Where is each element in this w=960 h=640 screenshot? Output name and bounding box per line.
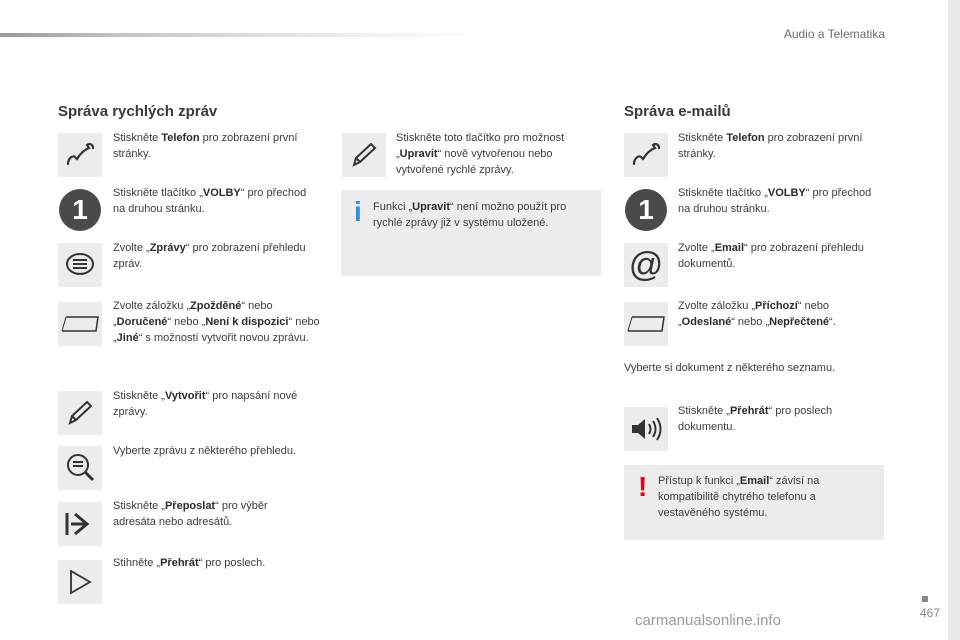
step-number-badge: 1	[58, 188, 102, 232]
info-box	[341, 190, 601, 276]
search-list-icon	[58, 446, 102, 490]
speaker-icon	[624, 407, 668, 451]
step-vyberte-zpravu: Vyberte zprávu z některého přehledu.	[113, 445, 297, 457]
watermark: carmanualsonline.info	[635, 612, 781, 629]
edit-note: Stiskněte toto tlačítko pro možnost „Upravit“ nově vytvořenou nebo vytvořené rychlé zprávy.	[396, 132, 565, 176]
step-telefon: Stiskněte Telefon pro zobrazení první stránky.	[113, 132, 298, 160]
step-preposlat: Stiskněte „Přeposlat“ pro výběr adresáta nebo adresátů.	[113, 500, 268, 528]
step-zpravy: Zvolte „Zprávy“ pro zobrazení přehledu zpráv.	[113, 242, 306, 270]
pencil-icon	[58, 391, 102, 435]
step-prichozi: Zvolte záložku „Příchozí“ nebo „Odeslané“ nebo „Nepřečtené“.	[678, 300, 836, 328]
tab-icon	[624, 302, 668, 346]
step-email: Zvolte „Email“ pro zobrazení přehledu dokumentů.	[678, 242, 864, 270]
step-prehrat: Stihněte „Přehrát“ pro poslech.	[113, 557, 266, 569]
messages-icon	[58, 243, 102, 287]
warning-box	[624, 465, 884, 540]
right-section-title: Správa e-mailů	[624, 103, 731, 120]
step-prehrat-email: Stiskněte „Přehrát“ pro poslech dokumentu.	[678, 405, 833, 433]
step-number-badge: 1	[624, 188, 668, 232]
select-document-note: Vyberte si dokument z některého seznamu.	[624, 362, 836, 374]
section-header: Audio a Telematika	[783, 27, 885, 41]
tab-icon	[58, 302, 102, 346]
forward-icon	[58, 502, 102, 546]
header-rule	[0, 33, 480, 37]
step-vytvorit: Stiskněte „Vytvořit“ pro napsání nové zprávy.	[113, 390, 298, 418]
page-marker	[922, 596, 928, 602]
left-section-title: Správa rychlých zpráv	[58, 103, 218, 120]
page-edge-strip	[948, 0, 960, 640]
pencil-icon	[342, 133, 386, 177]
step-zpozdene: Zvolte záložku „Zpožděné“ nebo „Doručené“ nebo „Není k dispozici“ nebo „Jiné“ s možností vytvořit novou zprávu.	[113, 300, 320, 344]
info-text: Funkci „Upravit“ není možno použít pro rychlé zprávy již v systému uložené.	[373, 201, 567, 229]
play-icon	[58, 560, 102, 604]
step-volby: Stiskněte tlačítko „VOLBY“ pro přechod na druhou stránku.	[113, 187, 307, 215]
phone-icon	[624, 133, 668, 177]
phone-icon	[58, 133, 102, 177]
warning-text: Přístup k funkci „Email“ závisí na kompatibilitě chytrého telefonu a vestavěného systému.	[658, 475, 820, 519]
page-number: 467	[919, 606, 940, 620]
at-sign-icon: @	[624, 243, 668, 287]
info-icon: i	[354, 196, 362, 227]
step-telefon: Stiskněte Telefon pro zobrazení první stránky.	[678, 132, 863, 160]
warning-icon: !	[638, 471, 648, 502]
step-volby: Stiskněte tlačítko „VOLBY“ pro přechod na druhou stránku.	[678, 187, 872, 215]
